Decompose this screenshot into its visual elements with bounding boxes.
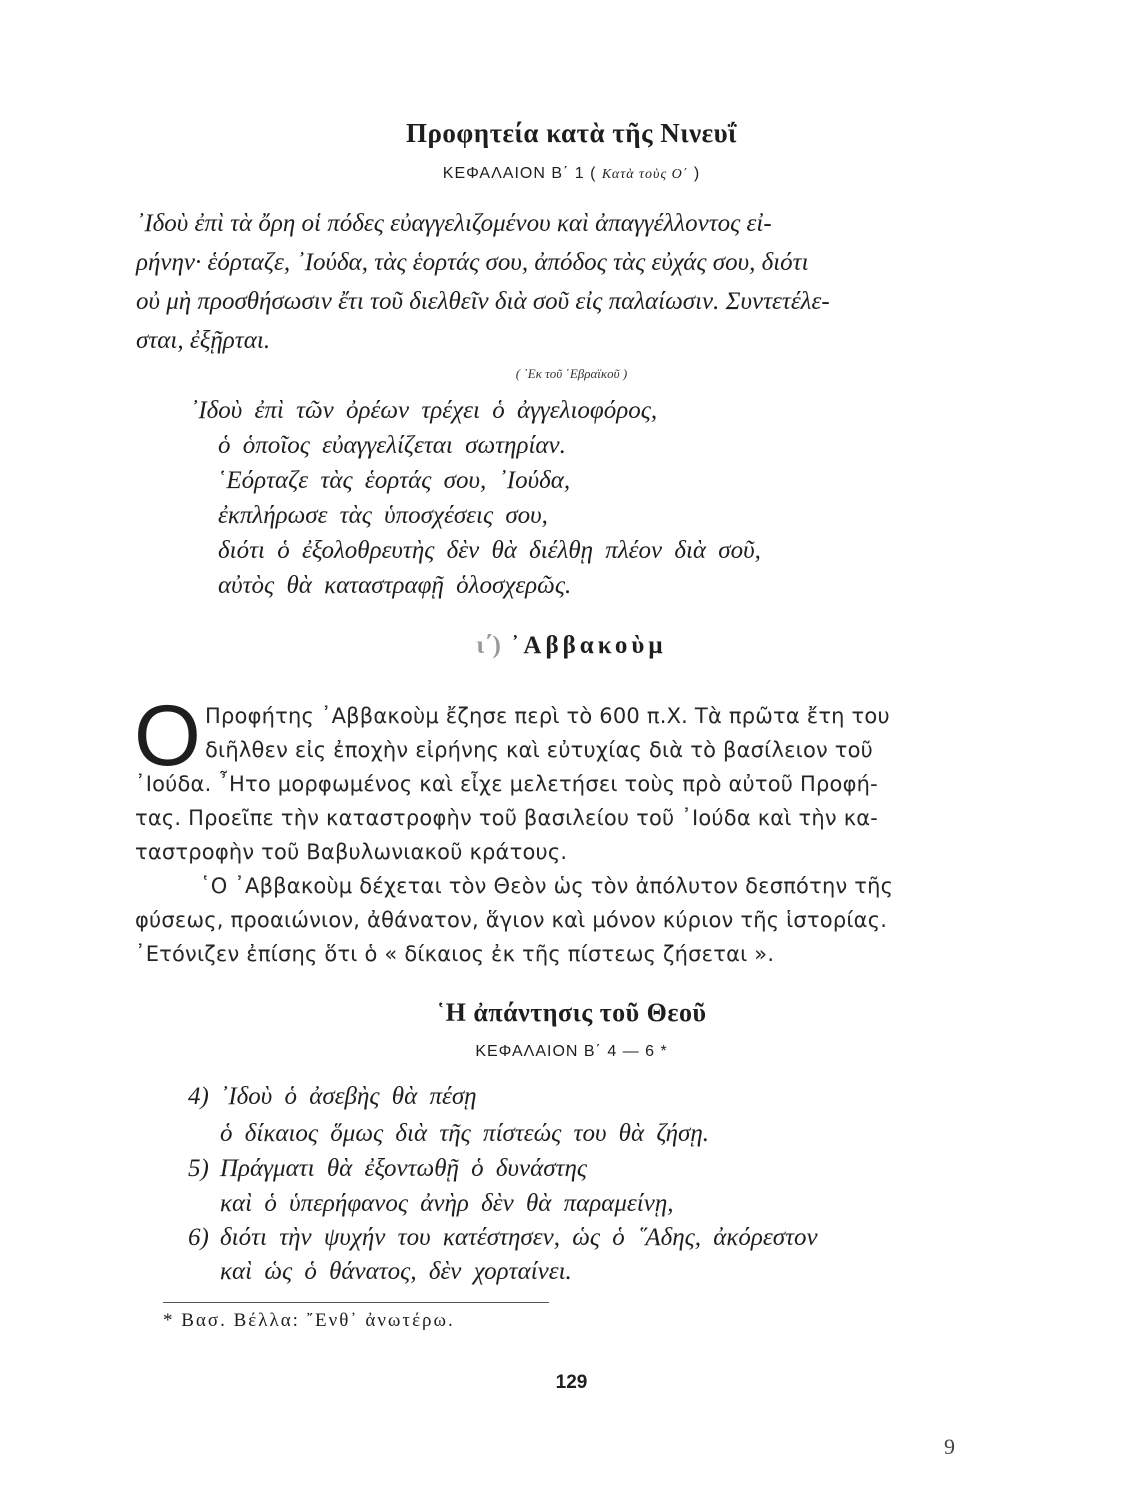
habakkuk-para1-line-2: διῆλθεν εἰς ἐποχὴν εἰρήνης καὶ εὐτυχίας διὰ τὸ βασίλειον τοῦ	[205, 738, 874, 762]
footnote-rule	[163, 1302, 549, 1303]
habakkuk-para1-line-4: τας. Προεῖπε τὴν καταστροφὴν τοῦ βασιλείου τοῦ ᾿Ιούδα καὶ τὴν κα-	[135, 806, 879, 830]
chapter-close: )	[688, 165, 701, 182]
verse-line-4: ἐκπλήρωσε τὰς ὑποσχέσεις σου,	[218, 502, 548, 529]
verse-number-6: 6)	[188, 1224, 209, 1251]
section-name: ᾿Αββακοὺμ	[511, 632, 667, 659]
drop-cap: Ο	[134, 688, 201, 784]
verse-line-3: ῾Εόρταζε τὰς ἑορτάς σου, ᾿Ιούδα,	[218, 467, 571, 494]
source-note-hebrew: ( ᾿Εκ τοῦ ῾Εβραϊκοῦ )	[515, 366, 628, 381]
section-title-habakkuk	[0, 632, 1143, 660]
habakkuk-para1-line-5: ταστροφὴν τοῦ Βαβυλωνιακοῦ κράτους.	[135, 840, 568, 864]
section-title-gods-answer: ῾Η ἀπάντησις τοῦ Θεοῦ	[436, 998, 707, 1027]
verse-number-4: 4)	[188, 1083, 209, 1110]
verse-line-1: ᾿Ιδοὺ ἐπὶ τῶν ὀρέων τρέχει ὁ ἀγγελιοφόρος,	[190, 397, 658, 424]
habakkuk-para2-line-3: ᾿Ετόνιζεν ἐπίσης ὅτι ὁ « δίκαιος ἐκ τῆς πίστεως ζήσεται ».	[135, 942, 775, 966]
verse-line-2: ὁ ὁποῖος εὐαγγελίζεται σωτηρίαν.	[218, 432, 566, 459]
verse-line-5: διότι ὁ ἐξολοθρευτὴς δὲν θὰ διέλθῃ πλέον διὰ σοῦ,	[218, 537, 761, 564]
page-number: 129	[555, 1372, 588, 1393]
section-number: ι΄)	[476, 632, 501, 659]
septuagint-line-1: ᾿Ιδοὺ ἐπὶ τὰ ὄρη οἱ πόδες εὐαγγελιζομένου καὶ ἀπαγγέλλοντος εἰ-	[136, 210, 772, 237]
chapter-label: ΚΕΦΑΛΑΙΟΝ Β΄ 1 (	[442, 165, 597, 182]
signature-mark: 9	[944, 1434, 955, 1459]
verse5-line-1: Πράγματι θὰ ἐξοντωθῇ ὁ δυνάστης	[220, 1155, 588, 1182]
habakkuk-para2-line-2: φύσεως, προαιώνιον, ἀθάνατον, ἅγιον καὶ μόνον κύριον τῆς ἱστορίας.	[135, 908, 888, 932]
verse5-line-2: καὶ ὁ ὑπερήφανος ἀνὴρ δὲν θὰ παραμείνῃ,	[220, 1190, 674, 1217]
habakkuk-para2-line-1: ῾Ο ᾿Αββακοὺμ δέχεται τὸν Θεὸν ὡς τὸν ἀπόλυτον δεσπότην τῆς	[200, 874, 894, 898]
chapter-reference-2: ΚΕΦΑΛΑΙΟΝ Β΄ 4 — 6 *	[475, 1043, 668, 1060]
septuagint-line-2: ρήνην· ἑόρταζε, ᾿Ιούδα, τὰς ἑορτάς σου, ἀπόδος τὰς εὐχάς σου, διότι	[136, 249, 809, 276]
verse-line-6: αὐτὸς θὰ καταστραφῇ ὁλοσχερῶς.	[218, 572, 572, 599]
septuagint-line-3: οὐ μὴ προσθήσωσιν ἔτι τοῦ διελθεῖν διὰ σοῦ εἰς παλαίωσιν. Συντετέλε-	[136, 288, 830, 315]
septuagint-line-4: σται, ἐξῇρται.	[136, 327, 271, 354]
habakkuk-para1-line-3: ᾿Ιούδα. ῏Ητο μορφωμένος καὶ εἶχε μελετήσει τοὺς πρὸ αὐτοῦ Προφή-	[135, 772, 878, 796]
chapter-note: Κατὰ τοὺς Ο΄	[601, 167, 689, 182]
verse6-line-2: καὶ ὡς ὁ θάνατος, δὲν χορταίνει.	[220, 1258, 572, 1285]
verse6-line-1: διότι τὴν ψυχήν του κατέστησεν, ὡς ὁ ῞Αδης, ἀκόρεστον	[220, 1224, 818, 1251]
chapter-reference	[0, 165, 1143, 183]
section-title-prophecy-nineveh: Προφητεία κατὰ τῆς Νινευΐ	[405, 118, 738, 148]
habakkuk-para1-line-1: Προφήτης ᾿Αββακοὺμ ἔζησε περὶ τὸ 600 π.Χ. Τὰ πρῶτα ἔτη του	[205, 704, 890, 728]
verse4-line-2: ὁ δίκαιος ὅμως διὰ τῆς πίστεώς του θὰ ζήσῃ.	[220, 1120, 710, 1147]
verse4-line-1: ᾿Ιδοὺ ὁ ἀσεβὴς θὰ πέσῃ	[220, 1083, 477, 1110]
verse-number-5: 5)	[188, 1155, 209, 1182]
footnote: * Βασ. Βέλλα: ῎Ενθ᾿ ἀνωτέρω.	[163, 1310, 455, 1331]
